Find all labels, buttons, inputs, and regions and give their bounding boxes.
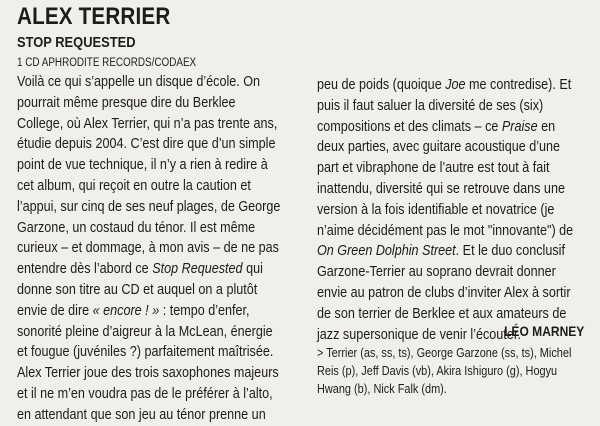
text-line (17, 342, 311, 363)
italic-title: Joe (445, 76, 466, 93)
text-line (17, 405, 311, 426)
text-span: entendre dès l’abord ce (17, 260, 153, 278)
artist-name: ALEX TERRIER (17, 3, 171, 30)
text-span: et fougue (juvéniles ?) parfaitement maîtrisée. (17, 343, 274, 361)
credits-line: Hwang (b), Nick Falk (dm). (317, 381, 447, 396)
text-line (317, 158, 600, 179)
text-line (317, 179, 600, 200)
text-span: pourrait même presque dire du Berklee (17, 93, 236, 111)
italic-title: On Green Dolphin Street (317, 242, 456, 260)
text-span: envie de dire (17, 301, 93, 319)
record-label: 1 CD APHRODITE RECORDS/CODAEX (17, 57, 197, 69)
text-line (17, 259, 311, 280)
text-line (17, 72, 311, 93)
text-line (317, 241, 600, 262)
text-span: . Et le duo conclusif (455, 242, 565, 260)
album-title: STOP REQUESTED (17, 34, 136, 51)
text-line (17, 280, 311, 301)
review-column-left (17, 72, 311, 426)
italic-title: Praise (501, 117, 538, 135)
text-line (17, 93, 311, 114)
text-line (17, 363, 311, 384)
text-span: étudie depuis 2004. C’est dire que d’un simple (17, 135, 276, 153)
text-line (317, 96, 600, 117)
text-line (17, 301, 311, 322)
text-span: jazz supersonique de venir l’écouter. (317, 325, 521, 343)
text-line (17, 238, 311, 259)
text-line (17, 197, 311, 218)
text-span: puis il faut saluer la diversité de ses (six) (317, 96, 544, 114)
text-span: me contredise). Et (465, 76, 572, 93)
author-name: LÉO MARNEY (503, 323, 584, 339)
text-span: sonorité pleine d’aigreur à la McLean, énergie (17, 322, 273, 340)
text-line (17, 384, 311, 405)
text-line (317, 75, 600, 96)
personnel-credits (317, 344, 586, 398)
text-span: n’aime décidément pas le mot "innovante") de (317, 221, 574, 239)
text-span: l’appui, sur cinq de ses neuf plages, de George (17, 197, 281, 215)
text-line (17, 218, 311, 239)
text-span: donne son titre au CD et auquel on a plutôt (17, 280, 258, 298)
text-span: de son terrier de Berklee et aux amateurs de (317, 304, 567, 322)
credits-line: > Terrier (as, ss, ts), George Garzone (ss, ts), Michel (317, 345, 572, 360)
text-span: curieux – et dommage, à mon avis – de ne pas (17, 239, 279, 257)
text-span: point de vue technique, il n’y a rien à redire à (17, 156, 268, 174)
text-span: envie au patron de clubs d’inviter Alex à sortir (317, 283, 571, 301)
text-line (17, 114, 311, 135)
text-span: qui (242, 260, 263, 278)
italic-title: Stop Requested (152, 260, 243, 278)
review-column-right (317, 75, 600, 345)
text-line (317, 221, 600, 242)
text-span: en (537, 117, 556, 135)
text-span: compositions et des climats – ce (317, 117, 502, 135)
text-span: : tempo d’enfer, (159, 301, 250, 319)
text-span: cet album, qui reçoit en outre la caution et (17, 176, 251, 194)
text-span: Voilà ce qui s’appelle un disque d’école. On (17, 73, 261, 90)
text-span: deux parties, avec guitare acoustique d’une (317, 138, 561, 156)
text-span: Alex Terrier joue des trois saxophones majeurs (17, 364, 279, 382)
italic-title: « encore ! » (92, 301, 160, 319)
text-line (317, 262, 600, 283)
text-span: inattendu, diversité qui se retrouve dans une (317, 179, 565, 197)
text-line (17, 134, 311, 155)
text-line (17, 176, 311, 197)
text-span: et il ne m’en voudra pas de le préférer à l’alto, (17, 384, 273, 402)
text-span: Garzone-Terrier au soprano devrait donner (317, 263, 556, 281)
text-line (317, 283, 600, 304)
text-span: College, où Alex Terrier, qui n’a pas trente ans, (17, 114, 278, 132)
author-signature (0, 322, 584, 340)
text-line (17, 155, 311, 176)
text-line (317, 117, 600, 138)
text-line (317, 137, 600, 158)
text-span: version à la fois identifiable et novatrice (je (317, 200, 555, 218)
text-span: part et vibraphone de l’autre est tout à fait (317, 159, 550, 177)
text-span: peu de poids (quoique (317, 76, 446, 93)
credits-line: Reis (p), Jeff Davis (vb), Akira Ishiguro (g), Hogyu (317, 363, 558, 378)
text-span: Garzone, un costaud du ténor. Il est même (17, 218, 256, 236)
text-line (317, 200, 600, 221)
text-span: en attendant que son jeu au ténor prenne un (17, 405, 266, 423)
